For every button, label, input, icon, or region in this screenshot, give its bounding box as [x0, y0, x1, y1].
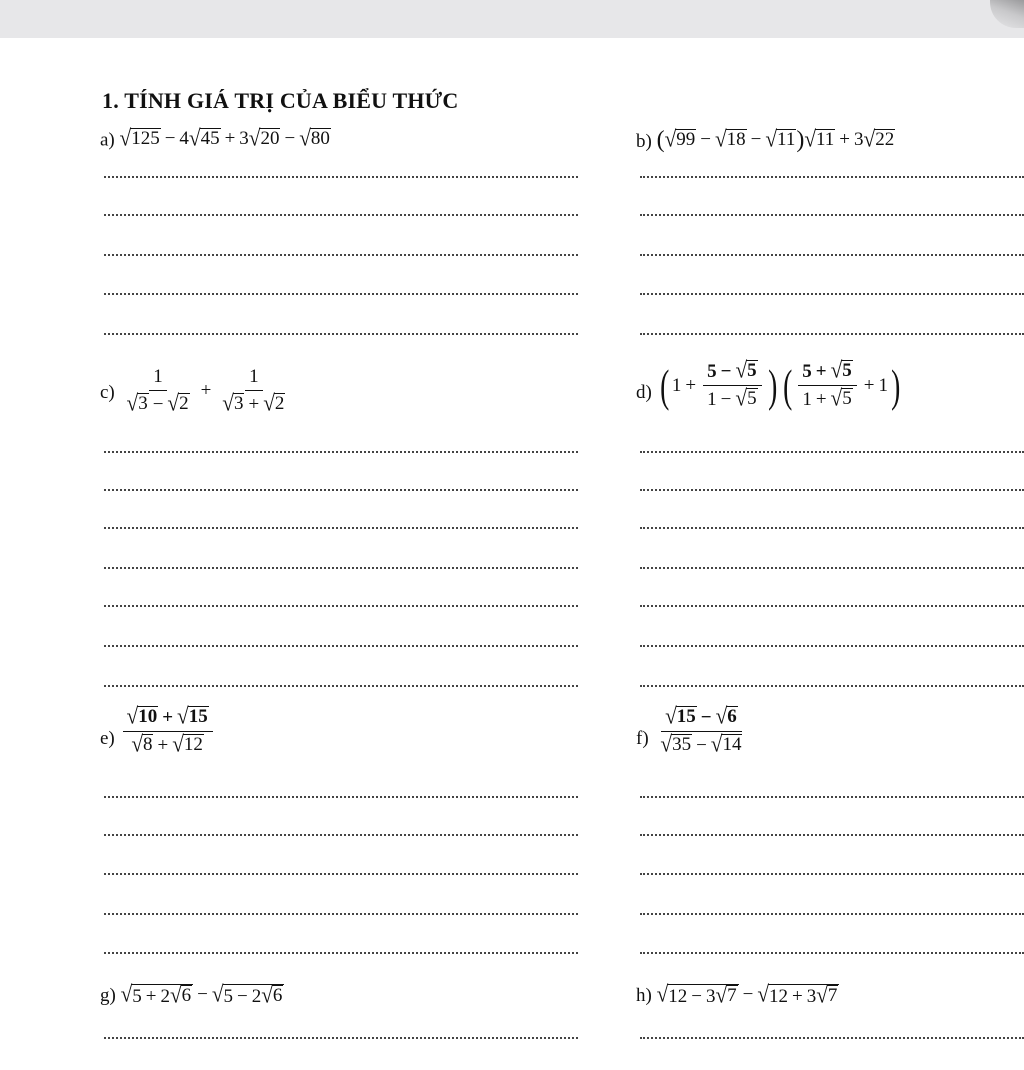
- sqrt: [715, 702, 738, 729]
- radical-sign: √: [120, 980, 133, 1007]
- fraction: [123, 366, 194, 416]
- answer-line[interactable]: [640, 952, 1024, 954]
- operator: −: [700, 707, 712, 728]
- radicand: 12: [183, 734, 203, 755]
- problem-g-label: g): [100, 985, 116, 1006]
- sqrt: [715, 981, 737, 1008]
- radical-sign: √: [172, 730, 184, 757]
- problem-f-expression: [653, 702, 749, 757]
- radical-sign: √: [830, 356, 843, 383]
- radical-sign: √: [863, 126, 876, 153]
- radicand: 8: [142, 734, 153, 755]
- operator: −: [237, 986, 248, 1007]
- answer-line[interactable]: [640, 645, 1024, 647]
- answer-line[interactable]: [640, 333, 1024, 335]
- operator: +: [224, 128, 236, 149]
- radical-sign: √: [119, 125, 132, 152]
- radicand: [768, 981, 839, 1008]
- radical-sign: √: [765, 126, 778, 153]
- denominator: [703, 386, 761, 411]
- problem-e: [100, 702, 216, 757]
- radicand: 7: [727, 985, 737, 1006]
- radicand: 5: [747, 360, 757, 381]
- sqrt: [656, 980, 739, 1008]
- term: 1: [802, 389, 812, 410]
- term: 12: [668, 986, 688, 1007]
- answer-line[interactable]: [104, 952, 578, 954]
- radicand: 5: [842, 388, 852, 409]
- radical-sign: √: [222, 389, 234, 416]
- coefficient: 4: [179, 128, 189, 149]
- coefficient: 2: [160, 986, 170, 1007]
- sqrt: [816, 981, 838, 1008]
- problem-b-label: b): [636, 131, 652, 152]
- term: 5: [802, 361, 812, 382]
- problem-a: [100, 125, 331, 152]
- answer-line[interactable]: [640, 567, 1024, 569]
- answer-line[interactable]: [640, 489, 1024, 491]
- answer-line[interactable]: [640, 214, 1024, 216]
- sqrt: [765, 126, 796, 153]
- problem-h: [636, 980, 839, 1008]
- radicand: 11: [816, 129, 835, 151]
- operator: −: [152, 394, 164, 415]
- answer-line[interactable]: [104, 489, 578, 491]
- answer-line[interactable]: [104, 527, 578, 529]
- radical-sign: √: [735, 384, 748, 411]
- sqrt: [261, 981, 283, 1008]
- problem-c-expression: [120, 366, 293, 416]
- radicand: 3: [233, 393, 244, 414]
- operator: +: [815, 361, 827, 382]
- radicand: [667, 981, 738, 1008]
- answer-line[interactable]: [640, 254, 1024, 256]
- coefficient: 2: [251, 986, 262, 1007]
- radical-sign: √: [126, 702, 139, 729]
- problem-g: [100, 980, 284, 1008]
- problem-d-label: d): [636, 382, 652, 403]
- paren: ): [796, 127, 805, 153]
- sqrt: [126, 702, 159, 729]
- sqrt: [211, 980, 285, 1008]
- problem-b: [636, 128, 895, 153]
- answer-line[interactable]: [640, 451, 1024, 453]
- radicand: [131, 981, 193, 1008]
- answer-line[interactable]: [104, 685, 578, 687]
- radicand: 125: [131, 128, 160, 150]
- operator: −: [691, 986, 702, 1007]
- radical-sign: √: [816, 981, 828, 1008]
- radical-sign: √: [167, 389, 180, 416]
- radical-sign: √: [211, 980, 224, 1007]
- answer-line[interactable]: [104, 293, 578, 295]
- sqrt: [177, 702, 209, 729]
- radicand: 80: [310, 128, 330, 150]
- answer-line[interactable]: [104, 1037, 578, 1039]
- radicand: 10: [138, 706, 158, 727]
- coefficient: 3: [806, 986, 817, 1007]
- numerator: [123, 702, 213, 732]
- term: 5: [707, 361, 717, 382]
- paren: (: [656, 127, 665, 153]
- radical-sign: √: [263, 389, 275, 416]
- answer-line[interactable]: [104, 176, 578, 178]
- answer-line[interactable]: [640, 913, 1024, 915]
- radical-sign: √: [126, 389, 139, 416]
- page-corner-shadow: [990, 0, 1024, 28]
- operator: +: [685, 374, 697, 396]
- fraction: [798, 356, 857, 411]
- paren: (: [659, 359, 669, 411]
- radicand: 15: [188, 706, 208, 727]
- paren-group: [780, 356, 903, 411]
- radicand: 35: [672, 734, 692, 755]
- problem-h-expression: [656, 980, 840, 1008]
- sqrt: [664, 126, 697, 153]
- sqrt: [299, 125, 331, 152]
- denominator: [798, 386, 856, 411]
- operator: −: [696, 735, 707, 756]
- radicand: 6: [272, 985, 283, 1006]
- radical-sign: √: [804, 126, 816, 153]
- answer-line[interactable]: [640, 685, 1024, 687]
- operator: +: [145, 986, 157, 1007]
- operator: −: [720, 361, 732, 382]
- answer-line[interactable]: [104, 834, 578, 836]
- radical-sign: √: [248, 125, 261, 152]
- operator: −: [164, 128, 176, 149]
- sqrt: [131, 730, 153, 757]
- numerator: [798, 356, 857, 386]
- denominator: [127, 732, 208, 757]
- operator: +: [792, 986, 803, 1007]
- operator: +: [863, 374, 875, 396]
- radicand: 2: [179, 393, 189, 414]
- radicand: 5: [842, 360, 852, 381]
- fraction: [656, 702, 746, 757]
- radicand: 99: [676, 129, 696, 151]
- problem-d: [636, 356, 903, 411]
- sqrt: [714, 126, 747, 153]
- sqrt: [126, 389, 149, 416]
- sqrt: [665, 702, 697, 729]
- radicand: 7: [827, 985, 838, 1006]
- radical-sign: √: [714, 126, 727, 153]
- operator: +: [162, 707, 174, 728]
- radicand: [223, 981, 285, 1008]
- numerator: [703, 356, 762, 386]
- answer-line[interactable]: [104, 451, 578, 453]
- fraction: [218, 366, 289, 416]
- radicand: 15: [676, 706, 696, 727]
- operator: +: [839, 129, 851, 150]
- radicand: 18: [726, 129, 746, 151]
- paren: ): [891, 359, 901, 411]
- problem-a-label: a): [100, 129, 115, 151]
- radical-sign: √: [757, 980, 770, 1007]
- problem-d-expression: [657, 356, 904, 411]
- sqrt: [735, 384, 757, 411]
- operator: −: [750, 129, 762, 150]
- radical-sign: √: [715, 702, 728, 729]
- operator: −: [700, 129, 711, 150]
- radical-sign: √: [735, 356, 748, 383]
- operator: −: [742, 984, 754, 1006]
- radicand: 22: [875, 129, 895, 151]
- viewer-top-bar: [0, 0, 1024, 38]
- fraction: [703, 356, 762, 411]
- operator: −: [720, 389, 732, 410]
- radical-sign: √: [710, 730, 723, 757]
- answer-line[interactable]: [640, 834, 1024, 836]
- sqrt: [863, 126, 896, 153]
- operator: −: [197, 984, 208, 1006]
- radicand: 3: [138, 393, 148, 414]
- problem-c: [100, 366, 292, 416]
- sqrt: [169, 981, 192, 1008]
- operator: −: [284, 128, 296, 149]
- numerator: 1: [149, 366, 167, 391]
- operator: +: [815, 389, 827, 410]
- coefficient: 3: [854, 129, 864, 150]
- denominator: [123, 391, 194, 416]
- answer-line[interactable]: [104, 645, 578, 647]
- radical-sign: √: [131, 730, 143, 757]
- radical-sign: √: [177, 702, 189, 729]
- denominator: [218, 391, 289, 416]
- sqrt: [167, 389, 189, 416]
- term: 5: [223, 986, 234, 1007]
- numerator: [661, 702, 742, 732]
- sqrt: [248, 125, 281, 152]
- radical-sign: √: [664, 126, 677, 153]
- radicand: 6: [181, 985, 192, 1006]
- operator: +: [157, 735, 169, 756]
- operator: +: [248, 394, 260, 415]
- sqrt: [804, 126, 835, 153]
- radical-sign: √: [660, 730, 673, 757]
- problem-f: [636, 702, 749, 757]
- radicand: 11: [777, 129, 796, 151]
- problem-g-expression: [120, 980, 285, 1008]
- answer-line[interactable]: [640, 293, 1024, 295]
- radical-sign: √: [188, 125, 201, 152]
- radicand: 45: [200, 128, 220, 150]
- denominator: [656, 732, 746, 757]
- sqrt: [710, 730, 743, 757]
- answer-line[interactable]: [640, 176, 1024, 178]
- answer-line[interactable]: [104, 913, 578, 915]
- radical-sign: √: [299, 125, 311, 152]
- sqrt: [172, 730, 204, 757]
- radical-sign: √: [261, 981, 273, 1008]
- sqrt: [119, 125, 161, 152]
- radical-sign: √: [665, 702, 677, 729]
- answer-line[interactable]: [640, 605, 1024, 607]
- answer-line[interactable]: [640, 796, 1024, 798]
- paren-group: [657, 356, 780, 411]
- radical-sign: √: [830, 384, 843, 411]
- problem-a-expression: [119, 125, 331, 152]
- term: 1: [671, 374, 682, 396]
- radicand: 14: [722, 734, 742, 755]
- section-title: 1. TÍNH GIÁ TRỊ CỦA BIỂU THỨC: [102, 88, 459, 113]
- radicand: 5: [747, 388, 757, 409]
- radical-sign: √: [715, 981, 728, 1008]
- term: 1: [878, 374, 888, 396]
- answer-line[interactable]: [104, 214, 578, 216]
- sqrt: [735, 356, 757, 383]
- sqrt: [830, 356, 853, 383]
- answer-line[interactable]: [640, 873, 1024, 875]
- coefficient: 3: [705, 986, 716, 1007]
- sqrt: [222, 389, 244, 416]
- answer-line[interactable]: [640, 1037, 1024, 1039]
- problem-f-label: f): [636, 728, 649, 749]
- term: 1: [707, 389, 717, 410]
- operator: +: [200, 380, 212, 401]
- answer-line[interactable]: [104, 567, 578, 569]
- sqrt: [660, 730, 692, 757]
- sqrt: [830, 384, 853, 411]
- answer-line[interactable]: [104, 873, 578, 875]
- radicand: 6: [727, 706, 737, 727]
- radical-sign: √: [656, 980, 669, 1007]
- coefficient: 3: [239, 128, 249, 149]
- answer-line[interactable]: [104, 254, 578, 256]
- radicand: 2: [274, 393, 285, 414]
- problem-h-label: h): [636, 985, 652, 1006]
- term: 5: [132, 986, 142, 1007]
- paren: (: [783, 359, 793, 411]
- numerator: 1: [245, 366, 263, 391]
- term: 12: [769, 986, 789, 1007]
- sqrt: [757, 980, 839, 1008]
- sqrt: [188, 125, 221, 152]
- problem-e-expression: [120, 702, 216, 757]
- answer-line[interactable]: [104, 333, 578, 335]
- answer-line[interactable]: [104, 605, 578, 607]
- problem-e-label: e): [100, 728, 115, 749]
- answer-line[interactable]: [640, 527, 1024, 529]
- paren: ): [767, 359, 777, 411]
- problem-b-expression: [657, 128, 896, 152]
- sqrt: [120, 980, 194, 1008]
- answer-line[interactable]: [104, 796, 578, 798]
- problem-c-label: c): [100, 382, 115, 403]
- radical-sign: √: [169, 981, 182, 1008]
- sqrt: [263, 389, 285, 416]
- fraction: [123, 702, 213, 757]
- radicand: 20: [260, 128, 280, 150]
